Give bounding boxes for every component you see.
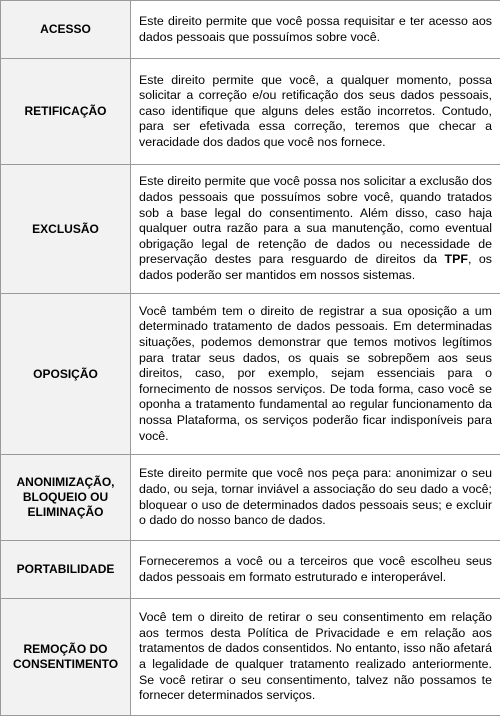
table-row: [1, 294, 500, 455]
description-text: , os dados poderão ser mantidos em nossos sistemas.: [139, 252, 492, 282]
table-row: [1, 599, 500, 716]
table-row: [1, 165, 500, 294]
right-description: [131, 165, 500, 294]
right-name: ACESSO: [1, 1, 131, 59]
right-name: PORTABILIDADE: [1, 541, 131, 599]
right-name: ANONIMIZAÇÃO, BLOQUEIO OU ELIMINAÇÃO: [1, 455, 131, 541]
table-row: [1, 1, 500, 59]
description-text: Este direito permite que você possa nos solicitar a exclusão dos dados pessoais que possuímos sobre você, quando tratados sob a base legal do consentimento. Além disso, caso haja qualquer outra razão para a sua manutenção, como eventual obrigação legal de retenção de dados ou necessidade de preservação destes para resguardo de direitos da: [139, 174, 492, 267]
right-description: Você tem o direito de retirar o seu consentimento em relação aos termos desta Política de Privacidade e em relação aos tratamentos de dados consentidos. No entanto, isso não afetará a legalidade de qualquer tratamento realizado anteriormente. Se você retirar o seu consentimento, talvez não possamos te fornecer determinados serviços.: [131, 599, 500, 716]
right-description: Este direito permite que você nos peça para: anonimizar o seu dado, ou seja, tornar inviável a associação do seu dado a você; bloquear o uso de determinados dados pessoais seus; e excluir o dado do nosso banco de dados.: [131, 455, 500, 541]
right-description: Este direito permite que você, a qualquer momento, possa solicitar a correção e/ou retificação dos seus dados pessoais, caso identifique que alguns deles estão incorretos. Contudo, para ser efetivada essa correção, teremos que checar a veracidade dos dados que você nos fornece.: [131, 59, 500, 165]
company-name: TPF: [444, 252, 468, 267]
right-name: REMOÇÃO DO CONSENTIMENTO: [1, 599, 131, 716]
right-description: Forneceremos a você ou a terceiros que você escolheu seus dados pessoais em formato estruturado e interoperável.: [131, 541, 500, 599]
right-name: OPOSIÇÃO: [1, 294, 131, 455]
right-description: Este direito permite que você possa requisitar e ter acesso aos dados pessoais que possuímos sobre você.: [131, 1, 500, 59]
table-row: [1, 541, 500, 599]
table-row: [1, 59, 500, 165]
right-name: EXCLUSÃO: [1, 165, 131, 294]
table-row: [1, 455, 500, 541]
right-description: Você também tem o direito de registrar a sua oposição a um determinado tratamento de dados pessoais. Em determinadas situações, podemos demonstrar que temos motivos legítimos para tratar seus dados, os quais se sobrepõem aos seus direitos, caso, por exemplo, sejam essenciais para o fornecimento de nossos serviços. De toda forma, caso você se oponha a tratamento fundamental ao regular funcionamento da nossa Plataforma, os serviços poderão ficar indisponíveis para você.: [131, 294, 500, 455]
right-name: RETIFICAÇÃO: [1, 59, 131, 165]
